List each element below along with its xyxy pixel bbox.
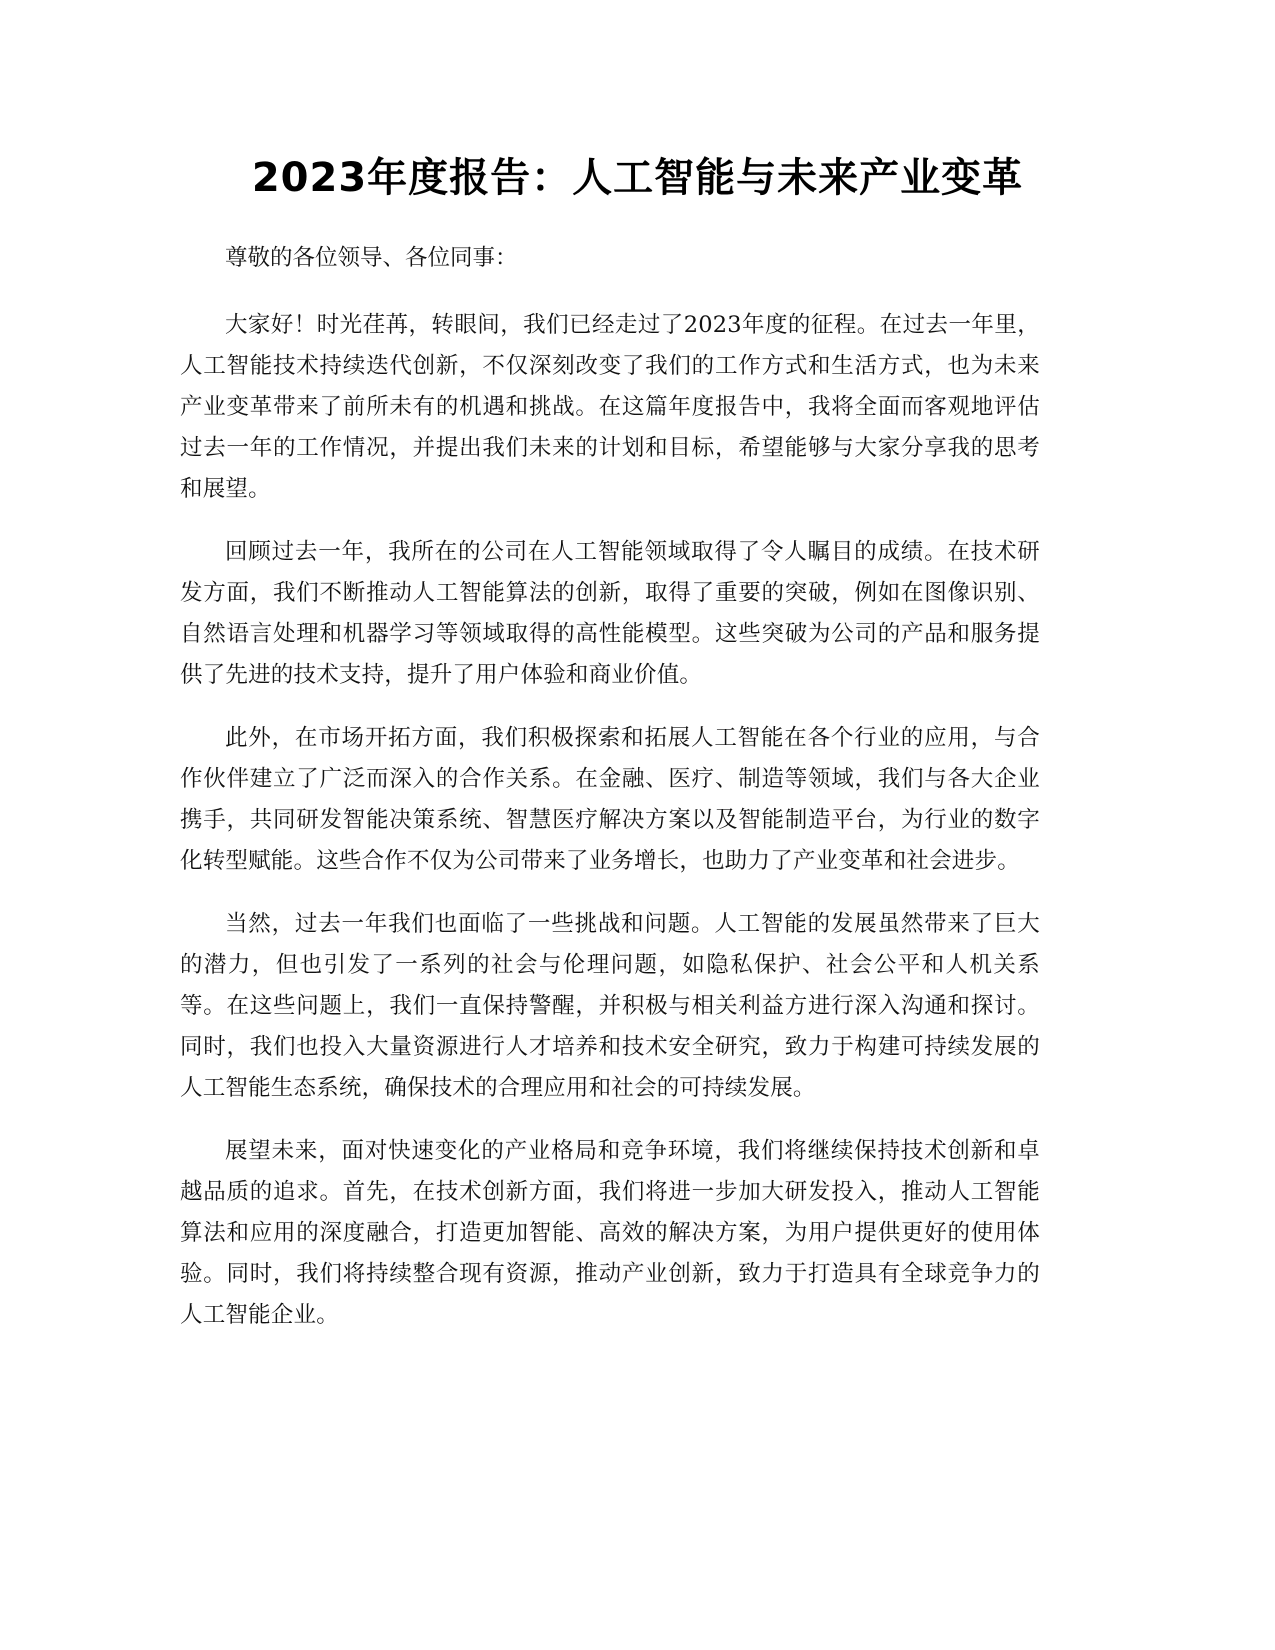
paragraph-challenges: 当然，过去一年我们也面临了一些挑战和问题。人工智能的发展虽然带来了巨大的潜力，但也引发了一系列的社会与伦理问题，如隐私保护、社会公平和人机关系等。在这些问题上，我们一直保持警醒，并积极与相关利益方进行深入沟通和探讨。同时，我们也投入大量资源进行人才培养和技术安全研究，致力于构建可持续发展的人工智能生态系统，确保技术的合理应用和社会的可持续发展。	[180, 911, 1040, 1101]
document-title: 2023年度报告：人工智能与未来产业变革	[251, 155, 1024, 201]
document-body	[180, 238, 1040, 1358]
paragraph-market: 此外，在市场开拓方面，我们积极探索和拓展人工智能在各个行业的应用，与合作伙伴建立了广泛而深入的合作关系。在金融、医疗、制造等领域，我们与各大企业携手，共同研发智能决策系统、智慧医疗解决方案以及智能制造平台，为行业的数字化转型赋能。这些合作不仅为公司带来了业务增长，也助力了产业变革和社会进步。	[180, 725, 1040, 874]
greeting: 尊敬的各位领导、各位同事：	[225, 245, 518, 271]
paragraph-intro: 大家好！时光荏苒，转眼间，我们已经走过了2023年度的征程。在过去一年里，人工智能技术持续迭代创新，不仅深刻改变了我们的工作方式和生活方式，也为未来产业变革带来了前所未有的机遇和挑战。在这篇年度报告中，我将全面而客观地评估过去一年的工作情况，并提出我们未来的计划和目标，希望能够与大家分享我的思考和展望。	[180, 312, 1040, 502]
paragraph-review: 回顾过去一年，我所在的公司在人工智能领域取得了令人瞩目的成绩。在技术研发方面，我们不断推动人工智能算法的创新，取得了重要的突破，例如在图像识别、自然语言处理和机器学习等领域取得的高性能模型。这些突破为公司的产品和服务提供了先进的技术支持，提升了用户体验和商业价值。	[180, 539, 1040, 688]
paragraph-outlook: 展望未来，面对快速变化的产业格局和竞争环境，我们将继续保持技术创新和卓越品质的追求。首先，在技术创新方面，我们将进一步加大研发投入，推动人工智能算法和应用的深度融合，打造更加智能、高效的解决方案，为用户提供更好的使用体验。同时，我们将持续整合现有资源，推动产业创新，致力于打造具有全球竞争力的人工智能企业。	[180, 1138, 1040, 1328]
